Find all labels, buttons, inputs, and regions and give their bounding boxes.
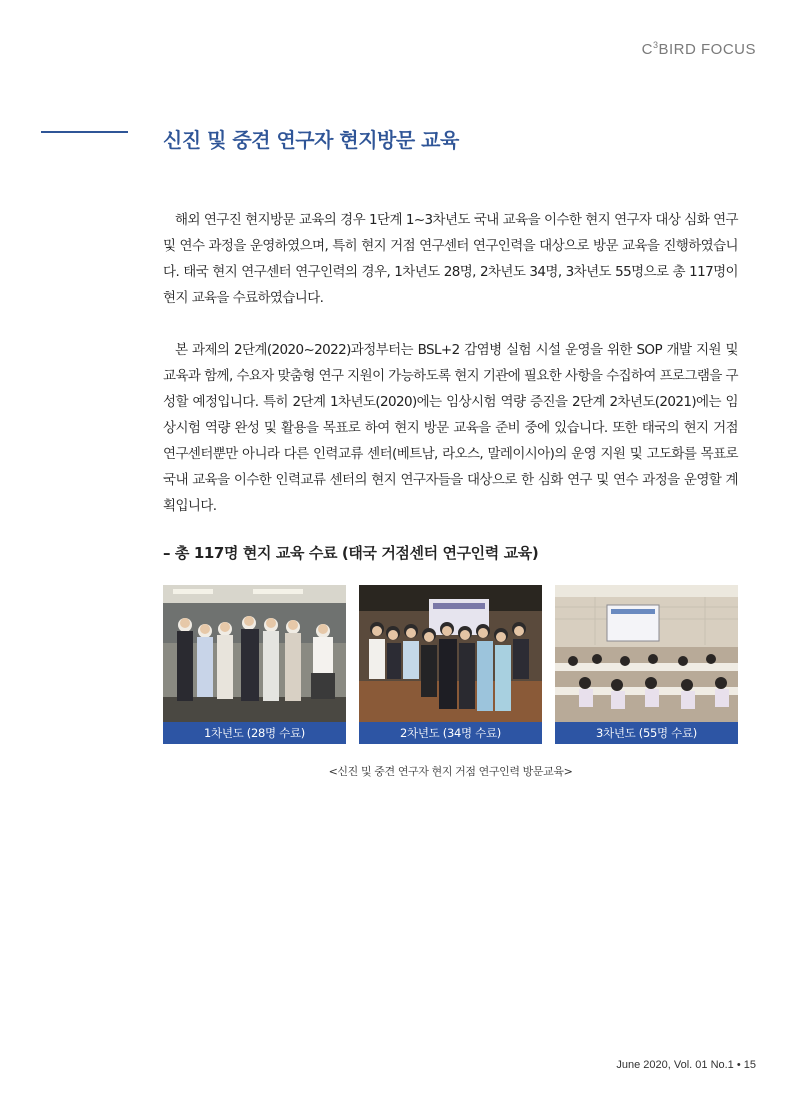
photo-year-3 xyxy=(555,585,738,744)
title-accent-line xyxy=(41,131,128,133)
photo-caption-year-2: 2차년도 (34명 수료) xyxy=(359,722,542,744)
magazine-brand: $C^3BIRD$ FOCUS xyxy=(641,40,756,58)
section-subheading: – 총 117명 현지 교육 수료 (태국 거점센터 연구인력 교육) xyxy=(163,544,539,562)
photo-year-1 xyxy=(163,585,346,744)
photo-row xyxy=(163,585,738,744)
group-photo-year-2 xyxy=(359,585,542,722)
paragraph-2: 본 과제의 2단계(2020~2022)과정부터는 BSL+2 감염병 실험 시설 운영을 위한 SOP 개발 지원 및 교육과 함께, 수요자 맞춤형 연구 지원이 가능하도록 현지 기관에 필요한 사항을 수집하여 프로그램을 구성할 예정입니다. 특히 2단계 1차년도(2020)에는 임상시험 역량 증진을 2단계 2차년도(2021)에는 임상시험 역량 완성 및 활용을 목표로 하여 현지 방문 교육을 준비 중에 있습니다. 또한 태국의 현지 거점 연구센터뿐만 아니라 다른 인력교류 센터(베트남, 라오스, 말레이시아)의 운영 지원 및 고도화를 목표로 국내 교육을 이수한 인력교류 센터의 현지 연구자들을 대상으로 한 심화 연구 및 연수 과정을 운영할 계획입니다. xyxy=(163,342,738,514)
group-photo-year-1 xyxy=(163,585,346,722)
figure-caption: <신진 및 중견 연구자 현지 거점 연구인력 방문교육> xyxy=(328,765,573,778)
paragraph-1: 해외 연구진 현지방문 교육의 경우 1단계 1~3차년도 국내 교육을 이수한 현지 연구자 대상 심화 연구 및 연수 과정을 운영하였으며, 특히 현지 거점 연구센터 연구인력을 대상으로 방문 교육을 진행하였습니다. 태국 현지 연구센터 연구인력의 경우, 1차년도 28명, 2차년도 34명, 3차년도 55명으로 총 117명이 현지 교육을 수료하였습니다. xyxy=(163,212,738,306)
photo-year-2 xyxy=(359,585,542,744)
page-footer: June 2020, Vol. 01 No.1 • 15 xyxy=(616,1059,756,1071)
classroom-photo-year-3 xyxy=(555,585,738,722)
photo-caption-year-1: 1차년도 (28명 수료) xyxy=(163,722,346,744)
page-title: 신진 및 중견 연구자 현지방문 교육 xyxy=(163,128,459,152)
photo-caption-year-3: 3차년도 (55명 수료) xyxy=(555,722,738,744)
